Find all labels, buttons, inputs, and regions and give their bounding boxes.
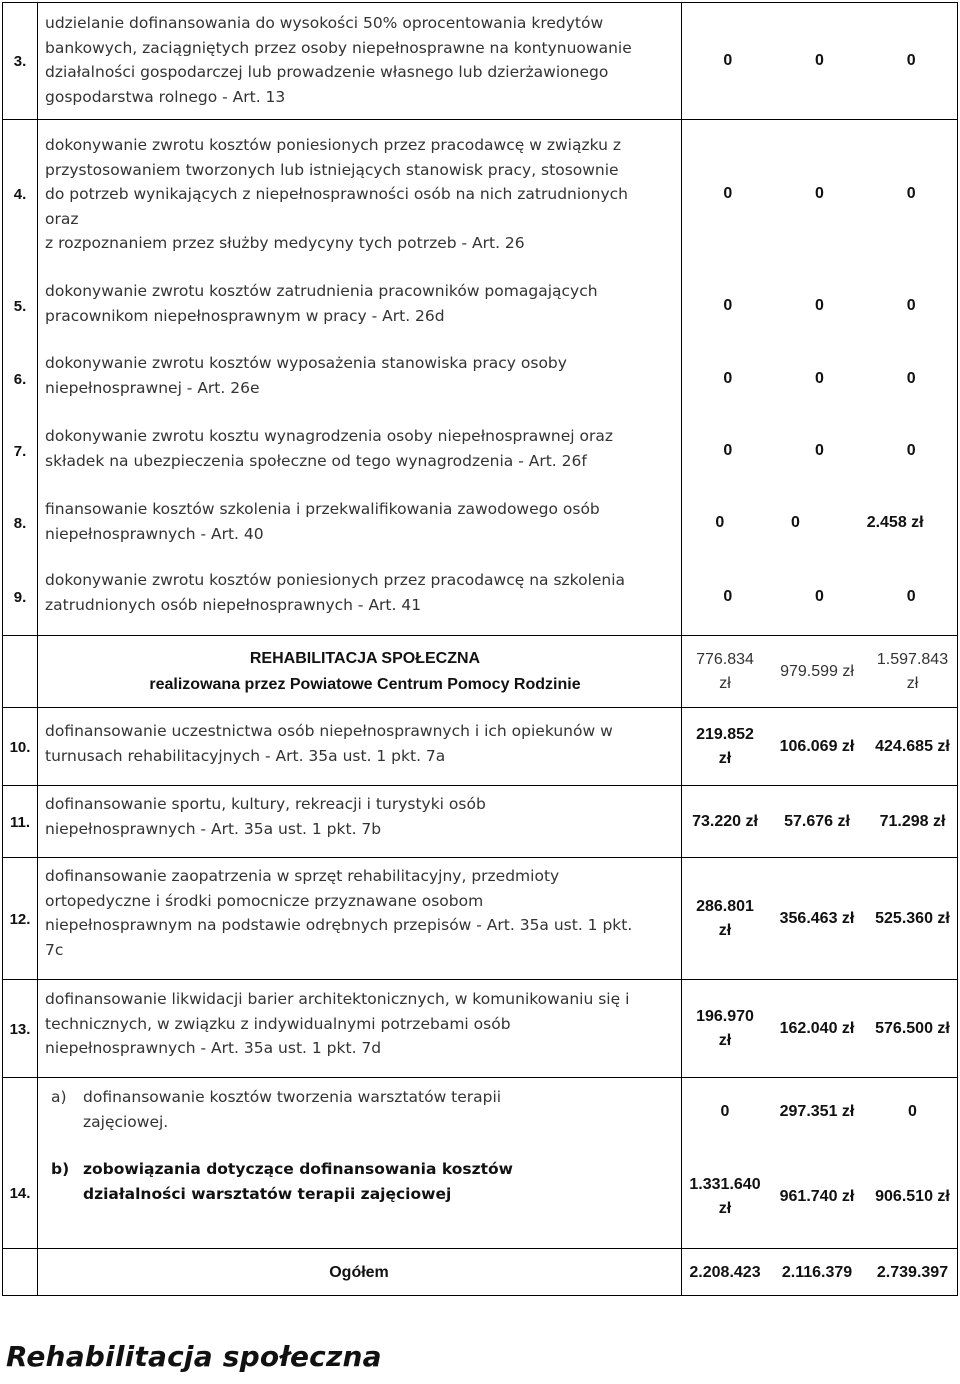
- row-description: dokonywanie zwrotu kosztów zatrudnienia pracowników pomagających pracownikom niepełnosprawnym w pracy - Art. 26d: [45, 282, 598, 325]
- row-number: 12.: [9, 910, 31, 928]
- section-title: REHABILITACJA SPOŁECZNA realizowana przez Powiatowe Centrum Pomocy Rodzinie: [149, 650, 581, 693]
- value-col-1: 286.801 zł: [696, 898, 754, 939]
- table-row: [3, 787, 957, 858]
- value-col-3: 525.360 zł: [875, 910, 950, 927]
- value-b-col-3: 906.510 zł: [875, 1187, 950, 1205]
- value-a-col-1: 0: [720, 1103, 730, 1120]
- table-row: [3, 1079, 957, 1249]
- row-number: 14.: [9, 1185, 31, 1202]
- section-heading: Rehabilitacja społeczna: [6, 1340, 382, 1373]
- row-values: 0 0 0: [723, 52, 916, 69]
- value-a-col-3: 0: [908, 1103, 917, 1120]
- row-number: 13.: [9, 1020, 31, 1038]
- table-row: [3, 343, 957, 415]
- row-values: 0 0 0: [723, 442, 916, 459]
- row-values: 0 0 2.458 zł: [715, 514, 924, 531]
- value-b-col-2: 961.740 zł: [779, 1187, 855, 1205]
- value-col-3: 424.685 zł: [875, 738, 950, 755]
- value-col-2: 106.069 zł: [779, 738, 855, 755]
- funding-table: [2, 2, 958, 1296]
- value-col-3: 576.500 zł: [875, 1020, 950, 1037]
- value-col-3: 71.298 zł: [879, 813, 946, 830]
- row-number: 10.: [9, 738, 31, 756]
- section-header-row: [3, 637, 957, 708]
- table-row: [3, 415, 957, 487]
- row-values: 0 0 0: [723, 185, 916, 202]
- total-row: [3, 1250, 957, 1295]
- value-col-2: 162.040 zł: [779, 1020, 855, 1037]
- row-description-a: a) dofinansowanie kosztów tworzenia warsztatów terapii zajęciowej.: [51, 1088, 502, 1131]
- row-description: dofinansowanie sportu, kultury, rekreacji i turystyki osób niepełnosprawnych - Art. 35a ust. 1 pkt. 7b: [45, 795, 486, 838]
- table-row: [3, 487, 957, 559]
- row-description: udzielanie dofinansowania do wysokości 50% oprocentowania kredytów bankowych, zaciągniętych przez osoby niepełnosprawne na kontynuowanie działalności gospodarczej lub prowadzenie własnego lub dzierżawionego gospodarstwa rolnego - Art. 13: [45, 14, 632, 106]
- table-row: [3, 859, 957, 980]
- value-col-2: 57.676 zł: [784, 813, 850, 830]
- row-values: 0 0 0: [723, 297, 916, 314]
- value-b-col-1: 1.331.640 zł: [689, 1175, 761, 1217]
- row-number: 9.: [13, 588, 27, 606]
- row-number: 5.: [13, 297, 27, 315]
- table-row: [3, 269, 957, 343]
- row-number: 3.: [13, 52, 27, 70]
- value-col-1: 73.220 zł: [692, 813, 758, 830]
- total-col-1: 2.208.423: [689, 1263, 761, 1281]
- row-number: 4.: [13, 185, 27, 203]
- row-description: finansowanie kosztów szkolenia i przekwalifikowania zawodowego osób niepełnosprawnych - Art. 40: [45, 500, 600, 543]
- row-description: dofinansowanie uczestnictwa osób niepełnosprawnych i ich opiekunów w turnusach rehabilitacyjnych - Art. 35a ust. 1 pkt. 7a: [45, 722, 613, 765]
- row-values: 0 0 0: [723, 370, 916, 387]
- table-row: [3, 121, 957, 267]
- row-values: 0 0 0: [723, 588, 916, 605]
- value-col-2: 356.463 zł: [779, 910, 855, 927]
- value-a-col-2: 297.351 zł: [779, 1103, 855, 1120]
- row-description: dokonywanie zwrotu kosztów poniesionych przez pracodawcę na szkolenia zatrudnionych osób niepełnosprawnych - Art. 41: [45, 571, 626, 614]
- row-description: dofinansowanie likwidacji barier architektonicznych, w komunikowaniu się i technicznych, w związku z indywidualnymi potrzebami osób niepełnosprawnych - Art. 35a ust. 1 pkt. 7d: [45, 990, 630, 1057]
- row-description: dokonywanie zwrotu kosztów poniesionych przez pracodawcę w związku z przystosowaniem tworzonych lub istniejących stanowisk pracy, stosownie do potrzeb wynikających z niepełnosprawności osób na nich zatrudnionych oraz z rozpoznaniem przez służby medycyny tych potrzeb - Art. 26: [45, 136, 628, 252]
- total-col-3: 2.739.397: [876, 1263, 949, 1281]
- table-row: [3, 709, 957, 786]
- value-col-2: 979.599 zł: [780, 663, 854, 680]
- total-label: Ogółem: [329, 1263, 389, 1281]
- value-col-1: 219.852 zł: [696, 726, 754, 767]
- table-row: [3, 559, 957, 636]
- row-number: 6.: [13, 370, 27, 388]
- value-col-1: 196.970 zł: [696, 1008, 754, 1049]
- total-col-2: 2.116.379: [781, 1263, 853, 1281]
- row-number: 8.: [13, 514, 27, 532]
- row-description: dokonywanie zwrotu kosztu wynagrodzenia osoby niepełnosprawnej oraz składek na ubezpieczenia społeczne od tego wynagrodzenia - Art. 26f: [45, 427, 613, 470]
- row-description-b: b) zobowiązania dotyczące dofinansowania kosztów działalności warsztatów terapii zajęciowej: [51, 1160, 513, 1203]
- table-row: [3, 981, 957, 1078]
- table-row: [3, 3, 957, 120]
- row-description: dokonywanie zwrotu kosztów wyposażenia stanowiska pracy osoby niepełnosprawnej - Art. 26e: [45, 354, 567, 397]
- row-description: dofinansowanie zaopatrzenia w sprzęt rehabilitacyjny, przedmioty ortopedyczne i środki pomocnicze przyznawane osobom niepełnosprawnym na podstawie odrębnych przepisów - Art. 35a ust. 1 pkt. 7c: [45, 867, 633, 959]
- value-col-3: 1.597.843 zł: [876, 651, 949, 692]
- row-number: 7.: [13, 442, 27, 460]
- value-col-1: 776.834 zł: [696, 651, 754, 692]
- row-number: 11.: [9, 813, 31, 831]
